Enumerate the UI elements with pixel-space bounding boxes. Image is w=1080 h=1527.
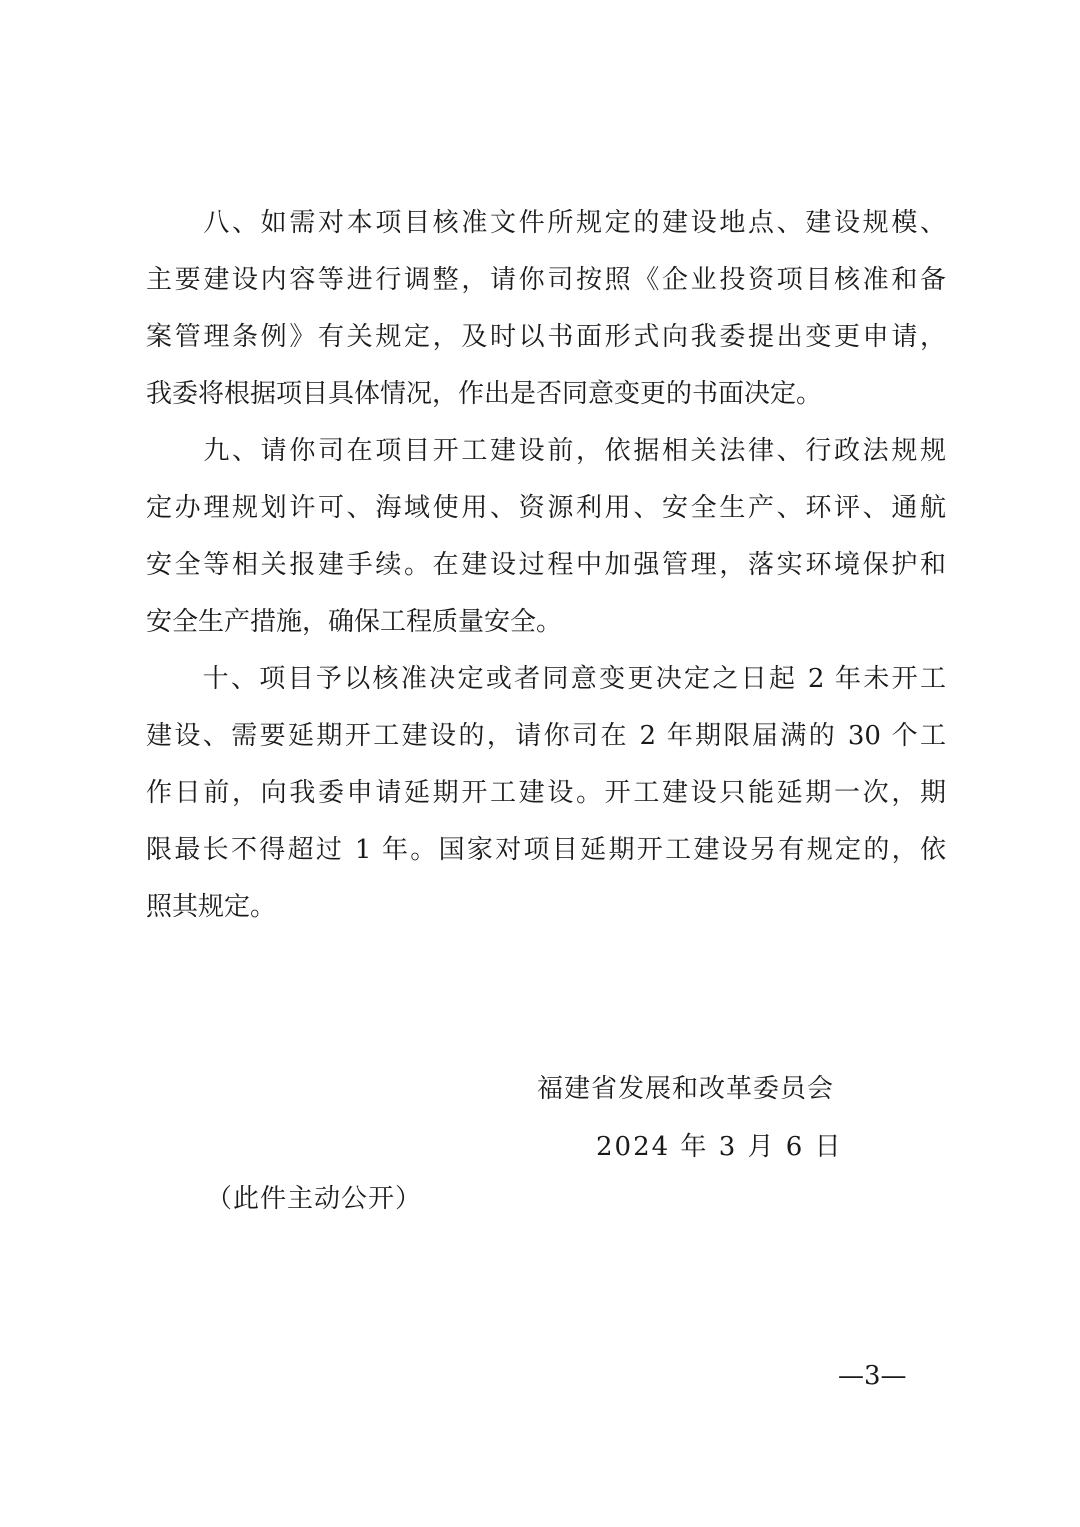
paragraph-8-line-1: 八、如需对本项目核准文件所规定的建设地点、建设规模、 — [146, 208, 946, 238]
paragraph-9-line-3: 安全等相关报建手续。在建设过程中加强管理，落实环境保护和 — [146, 550, 946, 580]
body-text — [146, 195, 946, 936]
paragraph-10-line-5: 照其规定。 — [146, 892, 277, 922]
signature-date: 2024 年 3 月 6 日 — [596, 1132, 843, 1162]
paragraph-10-line-4: 限最长不得超过 1 年。国家对项目延期开工建设另有规定的，依 — [146, 835, 946, 865]
paragraph-10-line-1: 十、项目予以核准决定或者同意变更决定之日起 2 年未开工 — [146, 664, 946, 694]
paragraph-9-line-4: 安全生产措施，确保工程质量安全。 — [146, 607, 563, 637]
paragraph-9-line-1: 九、请你司在项目开工建设前，依据相关法律、行政法规规 — [146, 436, 946, 466]
paragraph-10-line-3: 作日前，向我委申请延期开工建设。开工建设只能延期一次，期 — [146, 778, 946, 808]
signature-organization: 福建省发展和改革委员会 — [537, 1074, 835, 1104]
disclosure-note: （此件主动公开） — [206, 1184, 423, 1214]
paragraph-8-line-3: 案管理条例》有关规定，及时以书面形式向我委提出变更申请， — [146, 322, 946, 352]
paragraph-9-line-2: 定办理规划许可、海域使用、资源利用、安全生产、环评、通航 — [146, 493, 946, 523]
paragraph-10-line-2: 建设、需要延期开工建设的，请你司在 2 年期限届满的 30 个工 — [146, 721, 946, 751]
page-number: —3— — [838, 1361, 907, 1391]
paragraph-8-line-4: 我委将根据项目具体情况，作出是否同意变更的书面决定。 — [146, 379, 823, 409]
paragraph-8-line-2: 主要建设内容等进行调整，请你司按照《企业投资项目核准和备 — [146, 265, 946, 295]
